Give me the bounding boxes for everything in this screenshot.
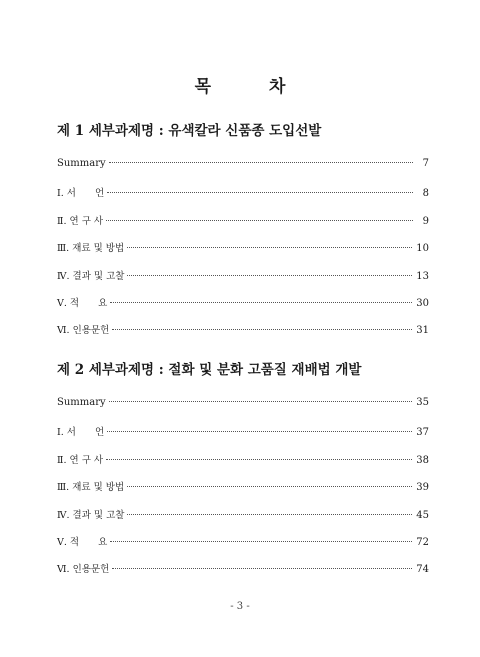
dot-leader <box>127 275 412 276</box>
toc-entry-label: Ⅰ. 서 언 <box>57 427 105 439</box>
toc-title-left: 목 <box>194 77 211 97</box>
toc-entry[interactable] <box>57 158 429 185</box>
toc-entry-label: Ⅱ. 연 구 사 <box>57 454 104 466</box>
toc-section-2 <box>57 360 429 589</box>
toc-entry[interactable] <box>57 213 429 240</box>
toc-entry-page: 30 <box>416 297 429 309</box>
toc-entry-label: Ⅲ. 재료 및 방법 <box>57 482 125 494</box>
dot-leader <box>110 541 412 542</box>
dot-leader <box>106 459 412 460</box>
toc-entry[interactable] <box>57 295 429 322</box>
dot-leader <box>112 568 412 569</box>
toc-entry-list <box>57 158 429 350</box>
toc-entry-page: 74 <box>416 564 429 576</box>
toc-entry[interactable] <box>57 507 429 534</box>
dot-leader <box>127 486 412 487</box>
toc-entry-list <box>57 397 429 589</box>
toc-entry[interactable] <box>57 479 429 506</box>
toc-entry-page: 37 <box>416 427 429 439</box>
toc-entry[interactable] <box>57 561 429 588</box>
toc-entry-page: 8 <box>422 188 429 200</box>
toc-entry[interactable] <box>57 452 429 479</box>
section-heading: 제 2 세부과제명 : 절화 및 분화 고품질 재배법 개발 <box>57 362 362 378</box>
dot-leader <box>109 401 413 402</box>
toc-entry-label: Ⅳ. 결과 및 고찰 <box>57 270 125 282</box>
toc-entry-label: Ⅵ. 인용문헌 <box>57 564 110 576</box>
toc-entry[interactable] <box>57 268 429 295</box>
toc-entry-page: 10 <box>416 243 429 255</box>
toc-entry-label: Ⅲ. 재료 및 방법 <box>57 243 125 255</box>
dot-leader <box>127 514 412 515</box>
dot-leader <box>106 220 413 221</box>
toc-entry-label: Ⅳ. 결과 및 고찰 <box>57 509 125 521</box>
toc-title-right: 차 <box>269 77 286 97</box>
dot-leader <box>107 431 412 432</box>
dot-leader <box>110 302 412 303</box>
section-heading: 제 1 세부과제명 : 유색칼라 신품종 도입선발 <box>57 123 322 139</box>
toc-entry-page: 39 <box>416 482 429 494</box>
dot-leader <box>107 192 413 193</box>
toc-entry-page: 31 <box>416 325 429 337</box>
toc-entry-label: Summary <box>57 397 106 408</box>
toc-entry[interactable] <box>57 322 429 349</box>
toc-entry-page: 45 <box>416 509 429 521</box>
toc-entry[interactable] <box>57 534 429 561</box>
toc-entry[interactable] <box>57 424 429 451</box>
toc-entry-page: 7 <box>422 158 429 169</box>
toc-entry-page: 72 <box>416 536 429 548</box>
toc-entry-page: 13 <box>416 270 429 282</box>
dot-leader <box>112 329 412 330</box>
toc-entry-label: Summary <box>57 158 106 169</box>
toc-entry-page: 9 <box>422 215 429 227</box>
toc-entry[interactable] <box>57 240 429 267</box>
page-number: - 3 - <box>230 601 250 612</box>
toc-entry[interactable] <box>57 185 429 212</box>
toc-section-1 <box>57 121 429 350</box>
toc-entry-label: Ⅰ. 서 언 <box>57 188 105 200</box>
toc-entry-label: Ⅵ. 인용문헌 <box>57 325 110 337</box>
toc-entry-label: Ⅴ. 적 요 <box>57 536 108 548</box>
toc-entry-label: Ⅱ. 연 구 사 <box>57 215 104 227</box>
toc-entry-label: Ⅴ. 적 요 <box>57 297 108 309</box>
toc-entry-page: 35 <box>416 397 429 408</box>
toc-title <box>0 72 480 97</box>
toc-entry-page: 38 <box>416 454 429 466</box>
dot-leader <box>127 247 412 248</box>
toc-entry[interactable] <box>57 397 429 424</box>
dot-leader <box>109 162 413 163</box>
